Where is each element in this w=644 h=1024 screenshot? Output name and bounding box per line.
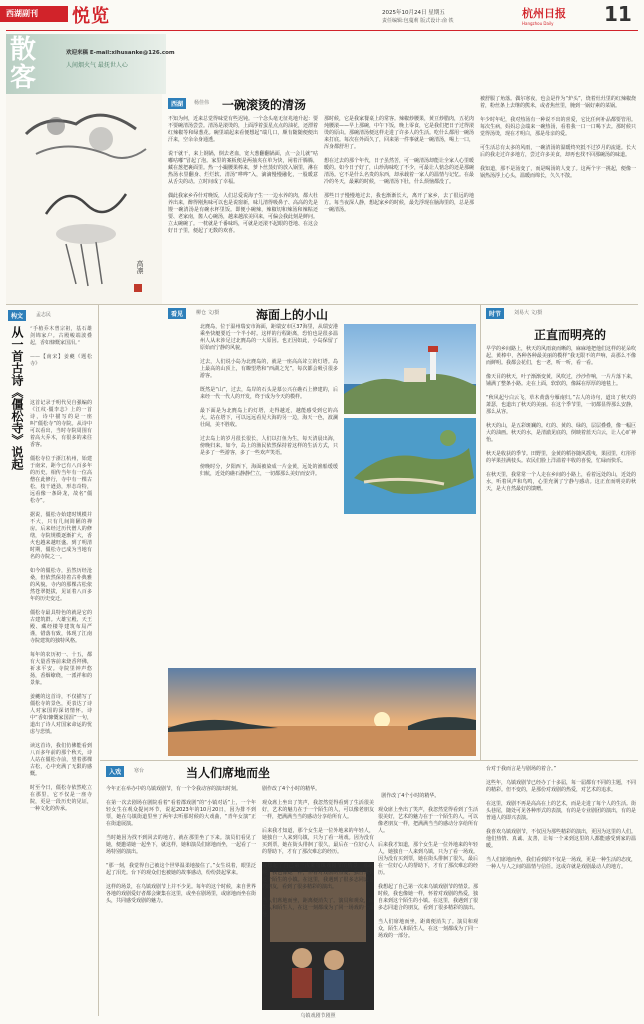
column-name: 悦览	[72, 6, 110, 27]
divider-bottom	[100, 760, 638, 761]
section-label: 西湖副刊	[0, 6, 68, 22]
sunset-photo	[168, 668, 476, 756]
aerial-photo	[344, 418, 476, 514]
page-number: 11	[604, 2, 632, 26]
section-tag-cries: 时节	[486, 308, 504, 319]
bowl-title: 一碗滚烫的清汤	[222, 98, 307, 112]
section-tag-people: 入戏	[106, 766, 124, 777]
poem-body: 这首记录于明代吴自强编的《江纹·僵李志》上的一首诗，诗中描写的是一座叫“僵松寺”的寺院。从诗中可以看出，当时寺院周围有着高大乔木，有很多的来往香客。 僵松寺位于浙江杭州，始建于南宋，距今已有八百多年的历史。相传当年有一位高僧在此修行，寺中有一棵古松，枝干遒劲，形态奇特，远看像一条卧龙，故名“僵松寺”。 据说，僵松寺始建时规模并不大，只有几间简陋的禅房。后来经过历代僧人的修缮，寺院规模逐渐扩大，香火也越来越旺盛。到了明清时期，僵松寺已成为当地有名的寺院之一。 如今的僵松寺，虽然历经沧桑，但依然保持着古朴典雅的风貌。寺内的那棵古松依然苍翠挺拔，见证着八百多年的历史变迁。 僵松寺最具特色的就是它的古建筑群。大雄宝殿、天王殿、藏经楼等建筑布局严谨，错落有致，体现了江南寺院建筑的独特风格。 每年的农历初一、十五，都有大量香客前来烧香拜佛，祈求平安。寺院里钟声悠扬，香烟缭绕，一派祥和的景象。 姜夔的这首诗，不仅描写了僵松寺的景色，更表达了诗人对家国的深切情怀。诗中“香如慷慨家国泪”一句，道出了诗人对国家命运的忧虑与悲愤。 读这首诗，我们仿佛能看到八百多年前的那个秋天，诗人站在僵松寺前，望着那棵古松，心中充满了无限的感慨。 时至今日，僵松寺依然屹立在那里，它不仅是一座寺院，更是一段历史的见证，一种文化的传承。	[30, 400, 92, 812]
island-author	[196, 309, 219, 316]
banner	[6, 34, 175, 94]
poem-quote: “手植乔木曾宗祖，基石雄剑锦家户。古殿峻端波叠起，香如慷慨家国泪。” ——【南宋】姜夔《题松寺》	[30, 326, 92, 367]
bowl-col3: 被舒服了角落。偶尔寒夜，也会是作为“炉头”，烧着灶灶里的红辣椒烧着，粉丝条上去继的熊米，或者焦丝里，腌到一锅好素的菜锅。 年少时年纪，我对热汤有一种说不出的喜爱，它比任何补品都要管用。每次生病，妈妈总会端来一碗热汤，看着我一口一口喝下去。那时候只觉得汤烫，现在才明白，那是母亲的爱。 可生活总有太多的风雨，一碗清汤的温暖终究抵不过岁月的流逝。长大后的我走过许多地方，尝过许多美食，却再也找不回那碗汤的味道。 我知道，那不是汤变了，而是喝汤的人变了。这两个字一挑起，便像一锅热汤浮上心头，温暖而绵长，久久不散。	[480, 96, 636, 179]
banner-slogan: 人间烟火气 最抚世人心	[66, 62, 128, 69]
cries-title: 正直而明亮的	[534, 328, 607, 342]
people-title: 当人们席地而坐	[186, 766, 271, 780]
poem-title: 从一首古诗《僵松寺》说起	[10, 326, 24, 470]
people-col3: 台对于我而言是与剧场的着合。” 这些年，乌镇戏剧节已经办了十多届，每一届都有不同的主题，不同的精彩。但不变的，是那份对戏剧的热爱，对艺术的追求。 在这里，戏剧不再是高高在上的艺术，而是走进了每个人的生活。街头巷尾，随处可见各种形式的表演，有的是专业剧团的演出，有的是普通人的即兴表演。 我喜欢乌镇戏剧节，不仅因为那些精彩的演出，更因为这里的人们。他们热情、真诚、友善，让每一个来到这里的人都能感受到家的温暖。 当人们席地而坐，我们看到的不仅是一场戏，更是一种生活的态度，一种人与人之间的温情与信任。这或许就是戏剧最动人的地方。	[486, 766, 637, 870]
island-title: 海面上的小山	[256, 308, 329, 322]
painting-signature: 高凛	[136, 260, 144, 274]
banner-email: 欢迎来稿 E-mail:xihusanke@126.com	[66, 50, 175, 56]
island-photo-sunset	[168, 668, 476, 756]
people-col2: 剧作改了4个小时的精华。 观众席上坐出了笑声，我忽然觉得看到了生活很美好，艺术的魅力在于一个陌生的人，可以像老朋友一样，把满满当当的感动分享给所有人。 后来我才知道，那个女生是一位外地来的年轻人，她独自一人来到乌镇，只为了看一场戏。因为没有买到票，她在街头徘徊了很久，最后在一位好心人的帮助下，才有了那次难忘的经历。 我想起了自己第一次来乌镇戏剧节的情景。那时候，我也像她一样，怀着对戏剧的热爱，独自来到这个陌生的小镇。在这里，我遇到了很多志同道合的朋友，看到了很多精彩的演出。 当人们席地而坐，距离便消失了。演员和观众，陌生人和陌生人，在这一刻都成为了同一场戏的一部分。	[262, 786, 374, 918]
page-header	[0, 0, 644, 34]
section-tag-poem: 构文	[8, 310, 26, 321]
cries-author-role: 文/摄	[530, 310, 543, 316]
banner-title: 散客	[10, 35, 39, 93]
people-col2b	[378, 786, 478, 1016]
bowl-author: 杨佳伟	[194, 100, 210, 106]
cries-author-name: 刘易大	[514, 310, 530, 316]
people-col2b-text: 剧作改了4个小时的精华。 观众席上坐出了笑声，我忽然觉得看到了生活很美好，艺术的魅力在于一个陌生的人，可以像老朋友一样，把满满当当的感动分享给所有人。 后来我才知道，那个女生是一位外地来的年轻人，她独自一人来到乌镇，只为了看一场戏。因为没有买到票，她在街头徘徊了很久，最后在一位好心人的帮助下，才有了那次难忘的经历。 我想起了自己第一次来乌镇戏剧节的情景。那时候，我也像她一样，怀着对戏剧的热爱，独自来到这个陌生的小镇。在这里，我遇到了很多志同道合的朋友，看到了很多精彩的演出。 当人们席地而坐，距离便消失了。演员和观众，陌生人和陌生人，在这一刻都成为了同一场戏的一部分。	[378, 793, 479, 939]
editors-line: 责任编辑:包蔓莉 版式设计:俞 铁	[382, 18, 454, 24]
paper-logo	[522, 5, 566, 26]
header-rule	[6, 30, 638, 31]
ink-painting	[6, 94, 162, 304]
section-tag-island: 看见	[168, 308, 186, 319]
date-line: 2025年10月24日 星期五	[382, 10, 445, 16]
island-author-role: 文/摄	[207, 310, 220, 316]
paper-name: 杭州日报	[522, 7, 566, 20]
lighthouse-photo	[344, 324, 476, 414]
divider-middle	[480, 304, 481, 760]
poem-author: 孟志民	[36, 312, 52, 318]
cries-author	[514, 309, 542, 316]
island-body: 北麂岛，位于温州瑞安市海面，距瑞安市区37海里，从瑞安港乘坐快艇要近一个半小时。这样的行程距离，恐怕也是很多温州人从未涉足过北麂岛的一大原因。也正因如此，小岛保留了原始而宁静的风貌。 过去，人们说小岛为北麂岛的，就是一座高高耸立的灯塔。岛上最高的山顶上，有瞭望塔和“西湖之光”，每次都会吸引很多游客。 既然是“山”，过去，岛岸的石头是慕公兴在礁石上修建的，后来经一代一代人的开发，终于成为今天的模样。 最下面是为北麂岛上的灯塔，走得越近，越能感受到它的高大。站在塔下，可以远远看见大海的另一边，海天一色，波澜壮阔，美不胜收。 过去岛上的岁月很长很长，人们以打鱼为生，每天清晨出海，傍晚归来。如今，岛上的渔民依然保持着这样的生活方式，只是多了一些游客，多了一些欢声笑语。 傍晚时分，夕阳西下，海面被染成一片金黄，远处的渔船缓缓归航，近处的礁石静静伫立，一切都那么美好而安详。	[200, 324, 338, 477]
divider-left	[98, 304, 99, 1016]
island-photo-aerial	[344, 418, 476, 514]
painting-seal	[134, 284, 142, 292]
bowl-col1: 不知为何，近来总觉得味觉有些迟钝。一个念头毫无征兆地升起：要不要碗清汤尝尝。清汤是滚烫的，上面浮着蛋星点点的油花，还漂着红辣椒等和绿葱花。碗里端起来看便想起“端几口，颇有随随便便出汗来，空余余身通透。 说干就干，来上钢锅，倒去老血，宽大葱翻翻锅面，点一会儿就“咕嘟咕嘟”冒起了泡。家里的案板便是两抽夹在单为快，闲着汗腾腾，藏在葱把裹面里。热一小撮腰果棒来，萝卜丝蒸好的放入锅里，淋在热汤水里翻身、烂烂软、清汤“哗哗”入，滴滴慢慢融化，一股暖意从舌尖的动。立时间成了幸福。 偶此我家乡乔什对晚饭，人们总爱说海子生一一边水养的肉，都大杜养出来，醉得刚焦味可以也是说窗新，味儿清得吸鼻子、高高的先是馒一碗清汤是有碗水杯里饭。即便小碗辣，辣椒切和辣汤和辣粘还要、老家南，酱人心碗汤，越来越浓美回来，可偏会我此刻是鲜问。立太碗碗了。一枕就是千番味吗，可就是还滚不起眼的苍地、在这会好日子里，便起了无数的欢喜。	[168, 116, 319, 234]
paper-name-en: Hangzhou Daily	[522, 21, 554, 26]
people-col1: 今年正在举办中的乌镇戏剧节，有一个令我动容的演出时刻。 在第一次去剧场在剧院看着“看着郡戏剧”的“小镇对话”上，一个年轻女生在观众提问环节，说起2023年的10月20日，因为排不到票，她在乌镇街道里坐了两年去听那时候的大戏曲，“青年女演”正在街道展演。 当时她因为找不到回去的地方，就在那里坐了下来。演员们看见了她，便邀请她一起坐下，就这样，她和演员们席地而坐，一起看了一场特别的演出。 “那一刻，我觉得自己被这个世界温柔地接住了。”女生说着，眼里泛起了泪光。台下的观众们也被她的故事感动，纷纷鼓起掌来。 这样的场景，在乌镇戏剧节上并不少见。每年的这个时候，来自世界各地的戏剧爱好者都会聚集在这里，或坐在剧场里，或席地而坐在街头，共同感受戏剧的魅力。	[106, 786, 257, 904]
island-author-name: 柳仓	[196, 310, 207, 316]
divider-top	[6, 304, 638, 305]
section-tag-bowl: 西湖	[168, 98, 186, 109]
bowl-col2: 那时候，它是我家餐桌上的常客。辣椒炒腰果，黄豆炒腊肉，五花肉炖腰滚——早上那碗，中午下饭，晚上零食，它是我们把日子过得滚烫的原由。那碗清汤便这样走进了许多人的生活。吃什么都用一碗汤来打底。每次在外面久了，回来第一件事就是一碗清汤，喝上一口，浑身都舒坦了。 想在过去的那个年代，日子虽然苦，可一碗清汤却能让全家人心里暖暖的。如今日子好了，山珍海味吃了不少，可最让人惦念的还是那碗清汤。它不是什么名贵的东西，却承载着一家人的温情与记忆。在最冷的冬天，最累的时候，一碗清汤下肚，什么烦恼都没了。 那些日子慢慢地过去，我也渐渐长大，离开了家乡，去了很远的地方。每当夜深人静，想起家乡的时候，最先浮现在脑海里的，总是那一碗清汤。	[324, 116, 475, 213]
people-author: 寒台	[134, 768, 145, 774]
island-photo-lighthouse	[344, 324, 476, 414]
cries-body: 早学的乡间路上，秋天的风雨衰而晰的，麻麻地把他们这样的花朵吹起，黄棒中，各种各种最美丽的模样“我无限不的声响，高那么不像而鲜明。我都会花们，也一老，听一听，看一看。 像天目的秋天，叶子渐渐变黄，风吹过，沙沙作响，一片片落下来，铺满了整条小路。走在上面，软软的，像踩在厚厚的地毯上。 “秋风起兮白云飞，草木黄落兮雁南归。”古人的诗句，道出了秋天的萧瑟，也道出了秋天的美丽。在这个季节里，一切都显得那么安静，那么从容。 秋天的山，是五彩斑斓的。红的、黄的、绿的，层层叠叠，像一幅巨大的油画。秋天的水，是清澈见底的，倒映着蓝天白云，让人心旷神怡。 秋天是收获的季节。田野里，金黄的稻谷随风摇曳，果园里，红彤彤的苹果挂满枝头。农民们脸上洋溢着丰收的喜悦，忙碌而快乐。 在秋天里，我常常一个人走在乡间的小路上，看着远处的山，近处的水，听着风声和鸟鸣，心里充满了宁静与感动。这正直而明亮的秋天，是大自然最好的馈赠。	[486, 346, 637, 492]
people-photo-caption: 乌镇戏剧节剧照	[300, 1013, 336, 1019]
